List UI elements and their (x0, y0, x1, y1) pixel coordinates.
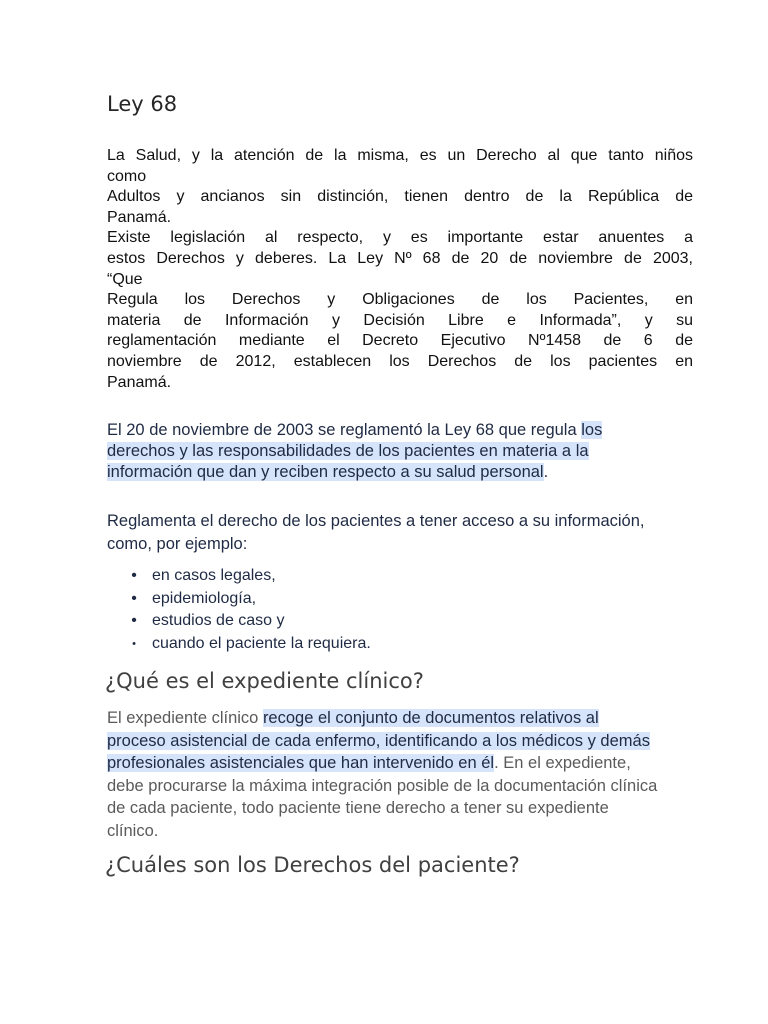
section-heading-derechos: ¿Cuáles son los Derechos del paciente? (105, 853, 520, 877)
access-line: Reglamenta el derecho de los pacientes a tener acceso a su información, (107, 512, 645, 530)
list-item-text: estudios de caso y (152, 612, 285, 629)
intro-line: estos Derechos y deberes. La Ley Nº 68 de 20 de noviembre de 2003, (107, 249, 693, 267)
access-line: como, por ejemplo: (107, 534, 248, 553)
highlighted-text: derechos y las responsabilidades de los pacientes en materia a la (107, 442, 589, 460)
intro-line: como (107, 167, 147, 185)
expediente-line: debe procurarse la máxima integración posible de la documentación clínica (107, 776, 658, 795)
access-paragraph (107, 510, 693, 555)
regulation-line (107, 441, 693, 462)
bullet-icon: • (131, 567, 137, 584)
list-item (107, 588, 371, 611)
intro-line: Regula los Derechos y Obligaciones de los Pacientes, en (107, 291, 693, 309)
expediente-line: de cada paciente, todo paciente tiene derecho a tener su expediente (107, 799, 609, 818)
expediente-text: . En el expediente, (494, 754, 631, 773)
regulation-text: . (543, 463, 549, 481)
intro-line: “Que (107, 270, 143, 288)
intro-line: reglamentación mediante el Decreto Ejecutivo Nº1458 de 6 de (107, 332, 693, 350)
intro-line: Adultos y ancianos sin distinción, tienen dentro de la República de (107, 188, 693, 206)
intro-line: noviembre de 2012, establecen los Derechos de los pacientes en (107, 352, 693, 370)
expediente-paragraph (107, 707, 693, 843)
list-item-text: epidemiología, (152, 589, 257, 607)
highlighted-text: recoge el conjunto de documentos relativos al (262, 709, 599, 727)
intro-line: La Salud, y la atención de la misma, es un Derecho al que tanto niños (107, 147, 693, 164)
highlighted-text: información que dan y reciben respecto a su salud personal (107, 463, 544, 481)
regulation-line (107, 462, 693, 483)
examples-list (107, 565, 371, 655)
regulation-text: El 20 de noviembre de 2003 se reglamentó la Ley 68 que regula (107, 421, 582, 439)
regulation-line (107, 420, 693, 441)
expediente-line (107, 752, 693, 775)
bullet-icon: • (131, 589, 137, 607)
expediente-line (107, 730, 693, 753)
bullet-icon: • (132, 637, 136, 650)
section-heading-expediente: ¿Qué es el expediente clínico? (105, 669, 424, 693)
bullet-icon: • (131, 612, 137, 629)
highlighted-text: proceso asistencial de cada enfermo, identificando a los médicos y demás (107, 731, 650, 750)
page-title: Ley 68 (107, 92, 178, 116)
intro-line: Panamá. (107, 208, 172, 226)
intro-line: Panamá. (107, 373, 172, 391)
regulation-paragraph (107, 420, 693, 483)
list-item-text: en casos legales, (152, 567, 276, 584)
list-item-text: cuando el paciente la requiera. (152, 634, 371, 652)
intro-line: Existe legislación al respecto, y es importante estar anuentes a (107, 229, 693, 247)
highlighted-text: profesionales asistenciales que han intervenido en él (107, 754, 495, 773)
list-item (107, 633, 371, 656)
expediente-line (107, 707, 693, 730)
intro-paragraph (107, 146, 693, 393)
highlighted-text: los (581, 421, 603, 439)
list-item (107, 610, 371, 633)
list-item (107, 565, 371, 588)
expediente-line: clínico. (107, 821, 159, 840)
expediente-text: El expediente clínico (107, 709, 263, 727)
intro-line: materia de Información y Decisión Libre e Informada”, y su (107, 311, 693, 329)
